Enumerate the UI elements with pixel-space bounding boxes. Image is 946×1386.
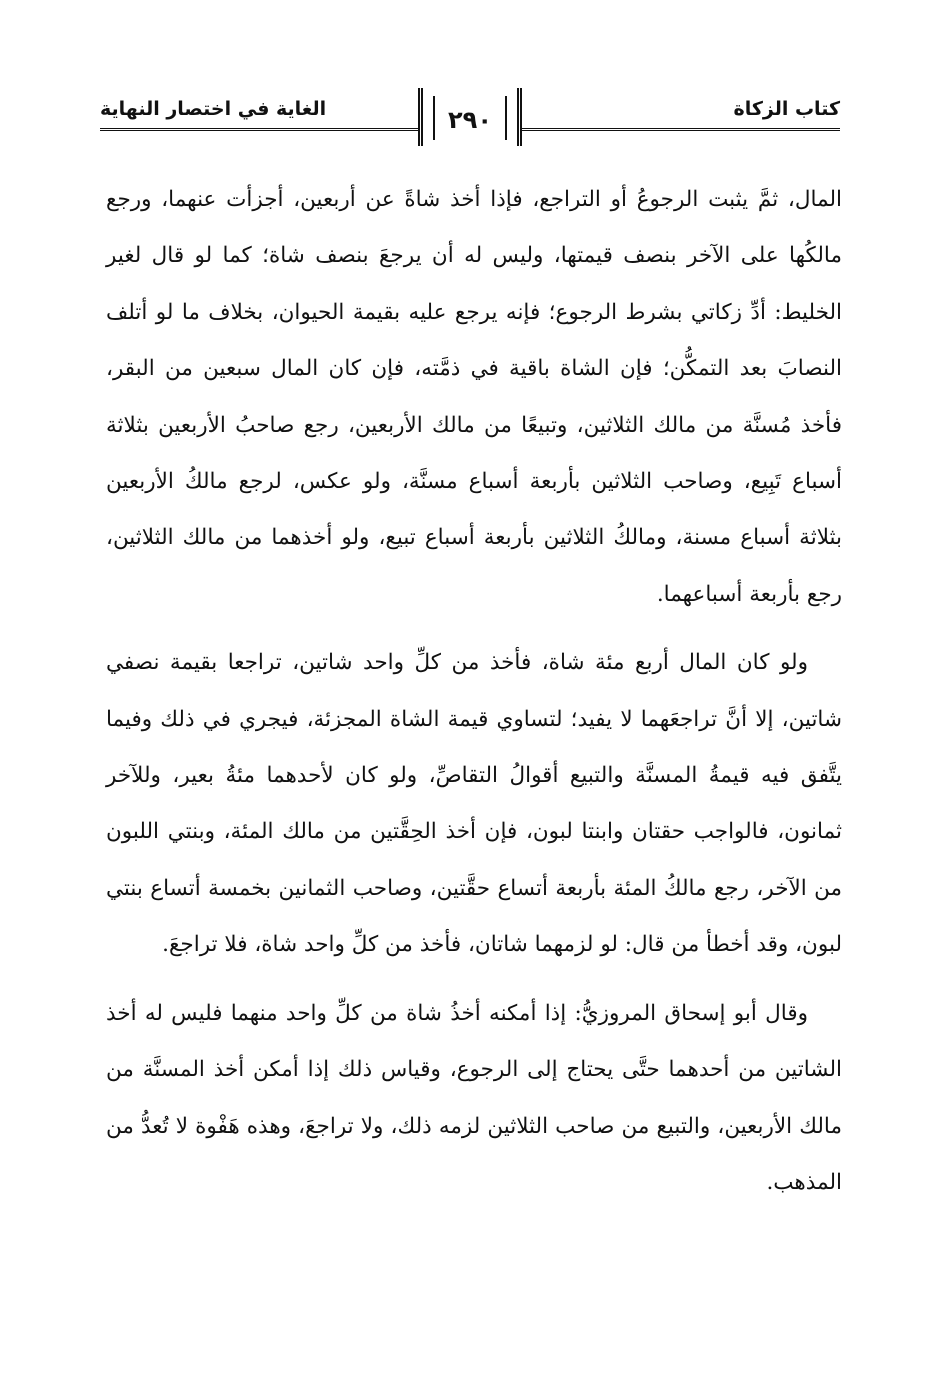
paragraph-2: ولو كان المال أربع مئة شاة، فأخذ من كلِّ واحد شاتين، تراجعا بقيمة نصفي شاتين، إلا أنَّ تراجعَهما لا يفيد؛ لتساوي قيمة الشاة المجزئة، فيجري في ذلك وفيما يتَّفق فيه قيمةُ المسنَّة والتبيع أقوالُ التقاصِّ، ولو كان لأحدهما مئةُ بعير، وللآخر ثمانون، فالواجب حقتان وابنتا لبون، فإن أخذ الحِقَّتين من مالك المئة، وبنتي اللبون من الآخر، رجع مالكُ المئة بأربعة أتساع حقَّتين، وصاحب الثمانين بخمسة أتساع بنتي لبون، وقد أخطأ من قال: لو لزمهما شاتان، فأخذ من كلِّ واحد شاة، فلا تراجعَ.	[106, 650, 842, 958]
page-body	[106, 172, 842, 1211]
book-section-title: كتاب الزكاة	[733, 98, 840, 120]
page-number: ٢٩٠	[448, 106, 492, 134]
page-header	[100, 88, 840, 148]
page-number-frame	[418, 88, 522, 146]
paragraph-3: وقال أبو إسحاق المروزيُّ: إذا أمكنه أخذُ شاة من كلِّ واحد منهما فليس له أخذ الشاتين من أحدهما حتَّى يحتاج إلى الرجوع، وقياس ذلك إذا أمكن أخذ المسنَّة من مالك الأربعين، والتبيع من صاحب الثلاثين لزمه ذلك، ولا تراجعَ، وهذه هَفْوة لا تُعدُّ من المذهب.	[106, 1000, 842, 1195]
work-title: الغاية في اختصار النهاية	[100, 98, 327, 120]
paragraph-1: المال، ثمَّ يثبت الرجوعُ أو التراجع، فإذا أخذ شاةً عن أربعين، أجزأت عنهما، ورجع مالكُها على الآخر بنصف قيمتها، وليس له أن يرجعَ بنصف شاة؛ كما لو قال لغير الخليط: أدِّ زكاتي بشرط الرجوع؛ فإنه يرجع عليه بقيمة الحيوان، بخلاف ما لو أتلف النصابَ بعد التمكُّن؛ فإن الشاة باقية في ذمَّته، فإن كان المال سبعين من البقر، فأخذ مُسنَّة من مالك الثلاثين، وتبيعًا من مالك الأربعين، رجع صاحبُ الأربعين بثلاثة أسباع تَبِيع، وصاحب الثلاثين بأربعة أسباع مسنَّة، ولو عكس، لرجع مالكُ الأربعين بثلاثة أسباع مسنة، ومالكُ الثلاثين بأربعة أسباع تبيع، ولو أخذهما من مالك الثلاثين، رجع بأربعة أسباعهما.	[106, 187, 842, 607]
